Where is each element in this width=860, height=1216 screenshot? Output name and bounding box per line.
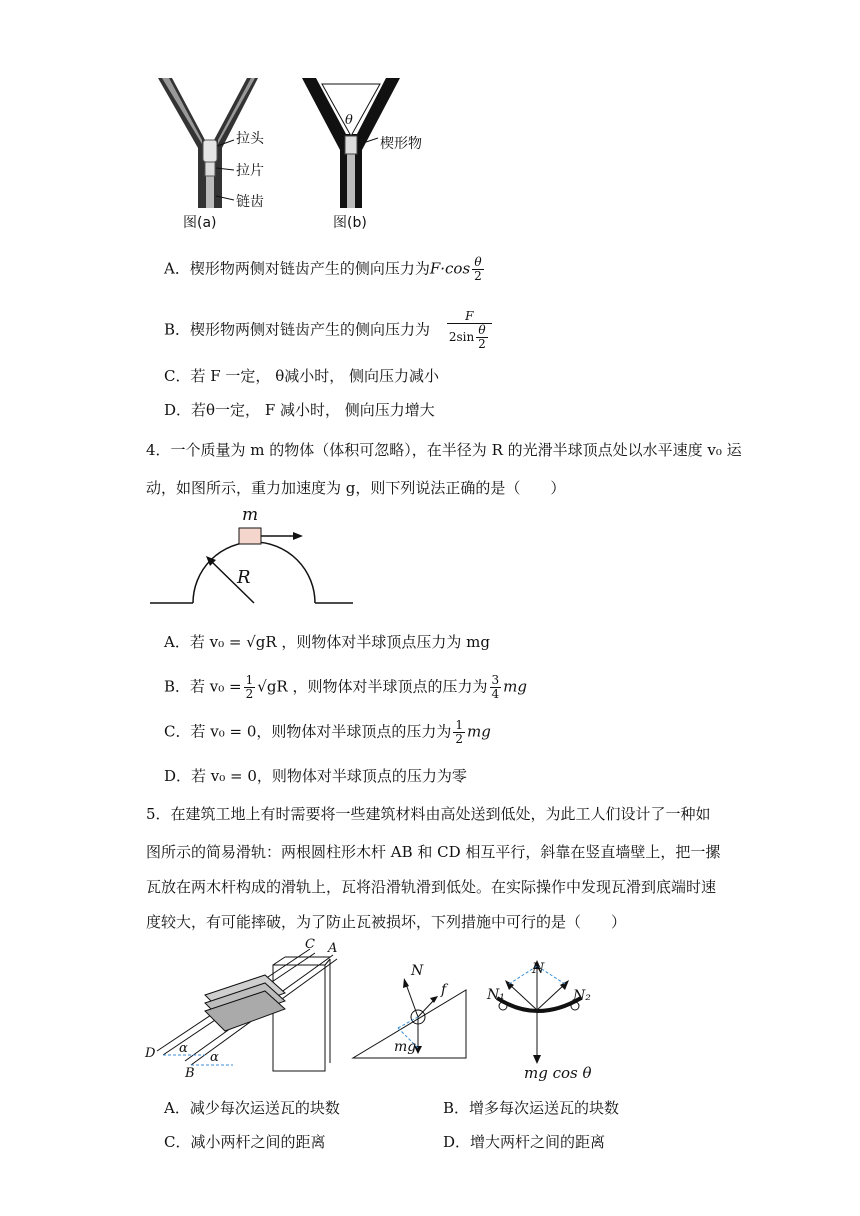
q3-b-prefix: B．楔形物两侧对链齿产生的侧向压力为 bbox=[164, 320, 431, 339]
q3-a-frac bbox=[472, 256, 484, 283]
q4-stem-line1: 4．一个质量为 m 的物体（体积可忽略），在半径为 R 的光滑半球顶点处以水平速度 v₀ 运 bbox=[146, 441, 742, 459]
q3-option-a bbox=[164, 256, 486, 283]
rail-label-B: B bbox=[185, 1066, 195, 1081]
q5-stem-line2: 图所示的简易滑轨：两根圆柱形木杆 AB 和 CD 相互平行，斜靠在竖直墙壁上，把一摞 bbox=[146, 843, 721, 861]
q4-b-half-num: 1 bbox=[245, 673, 254, 687]
rail-label-D: D bbox=[145, 1046, 156, 1061]
label-pull-tab: 拉片 bbox=[236, 163, 264, 179]
q3-a-num: θ bbox=[472, 256, 484, 270]
q3-a-den: 2 bbox=[474, 269, 482, 283]
xsec-label-N: N bbox=[532, 961, 545, 977]
q5-stem-line1: 5．在建筑工地上有时需要将一些建筑材料由高处送到低处，为此工人们设计了一种如 bbox=[146, 805, 711, 823]
q4-b-half-den: 2 bbox=[245, 687, 254, 701]
q4-option-a: A．若 v₀ = √gR ，则物体对半球顶点压力为 mg bbox=[164, 633, 491, 651]
label-theta: θ bbox=[345, 113, 353, 128]
q5-option-b: B．增多每次运送瓦的块数 bbox=[443, 1099, 620, 1117]
q4-option-b bbox=[164, 674, 527, 701]
rail-figure bbox=[145, 935, 345, 1075]
q4-c-end: mg bbox=[467, 722, 491, 741]
incline-label-N: N bbox=[411, 963, 424, 979]
q4-b-den: 4 bbox=[491, 687, 500, 701]
q4-stem-line2: 动，如图所示，重力加速度为 g，则下列说法正确的是（ ） bbox=[146, 479, 566, 497]
q5-stem-line4: 度较大，有可能摔破，为了防止瓦被损坏，下列措施中可行的是（ ） bbox=[146, 913, 627, 931]
q3-b-den bbox=[447, 324, 492, 351]
q3-b-den-pre: 2sin bbox=[448, 330, 475, 344]
cross-section-figure bbox=[485, 960, 605, 1065]
rail-label-alpha1: α bbox=[179, 1041, 188, 1056]
xsec-label-N1: N₁ bbox=[487, 987, 505, 1003]
q3-b-den-frac bbox=[476, 324, 488, 351]
rail-label-A: A bbox=[328, 941, 338, 956]
label-m: m bbox=[242, 505, 259, 525]
xsec-label-N2: N₂ bbox=[573, 988, 591, 1004]
q3-b-num: F bbox=[447, 310, 492, 324]
label-teeth: 链齿 bbox=[236, 194, 264, 210]
q4-c-frac bbox=[453, 719, 465, 746]
q3-a-expr: F·cos bbox=[429, 259, 471, 278]
q3-b-frac bbox=[447, 310, 492, 351]
q4-c-pre: C．若 v₀ = 0，则物体对半球顶点的压力为 bbox=[164, 722, 452, 741]
caption-a: 图(a) bbox=[183, 215, 217, 231]
label-R: R bbox=[237, 567, 251, 588]
q3-b-den-num: θ bbox=[476, 324, 488, 338]
q3-option-b bbox=[164, 310, 494, 351]
q4-option-d: D．若 v₀ = 0，则物体对半球顶点的压力为零 bbox=[164, 767, 467, 785]
q5-option-a: A．减少每次运送瓦的块数 bbox=[164, 1099, 340, 1117]
q4-b-half bbox=[244, 674, 256, 701]
q5-stem-line3: 瓦放在两木杆构成的滑轨上，瓦将沿滑轨滑到低处。在实际操作中发现瓦滑到底端时速 bbox=[146, 878, 717, 896]
q3-option-d: D．若θ一定， F 减小时， 侧向压力增大 bbox=[164, 401, 435, 419]
xsec-label-mgcos: mg cos θ bbox=[524, 1064, 592, 1082]
q4-b-pre: B．若 v₀ = bbox=[164, 677, 242, 696]
q5-option-d: D．增大两杆之间的距离 bbox=[443, 1133, 606, 1151]
caption-b: 图(b) bbox=[333, 215, 367, 231]
q3-a-prefix: A．楔形物两侧对链齿产生的侧向压力为 bbox=[164, 259, 430, 278]
incline-label-mg: mg bbox=[394, 1039, 417, 1055]
rail-label-C: C bbox=[305, 937, 315, 952]
q4-b-mid: √gR ，则物体对半球顶点的压力为 bbox=[257, 677, 488, 696]
rail-label-alpha2: α bbox=[210, 1050, 219, 1065]
q4-c-num: 1 bbox=[455, 718, 464, 732]
q3-b-den-den: 2 bbox=[478, 337, 486, 351]
q4-option-c bbox=[164, 719, 491, 746]
label-wedge: 楔形物 bbox=[380, 136, 422, 152]
q4-b-end: mg bbox=[503, 677, 527, 696]
q3-option-c: C．若 F 一定， θ减小时， 侧向压力减小 bbox=[164, 367, 439, 385]
incline-label-f: f bbox=[441, 982, 447, 998]
label-pull-head: 拉头 bbox=[236, 131, 264, 147]
q4-b-num: 3 bbox=[491, 673, 500, 687]
q4-b-frac bbox=[490, 674, 502, 701]
q5-option-c: C．减小两杆之间的距离 bbox=[164, 1133, 326, 1151]
q4-c-den: 2 bbox=[455, 732, 464, 746]
